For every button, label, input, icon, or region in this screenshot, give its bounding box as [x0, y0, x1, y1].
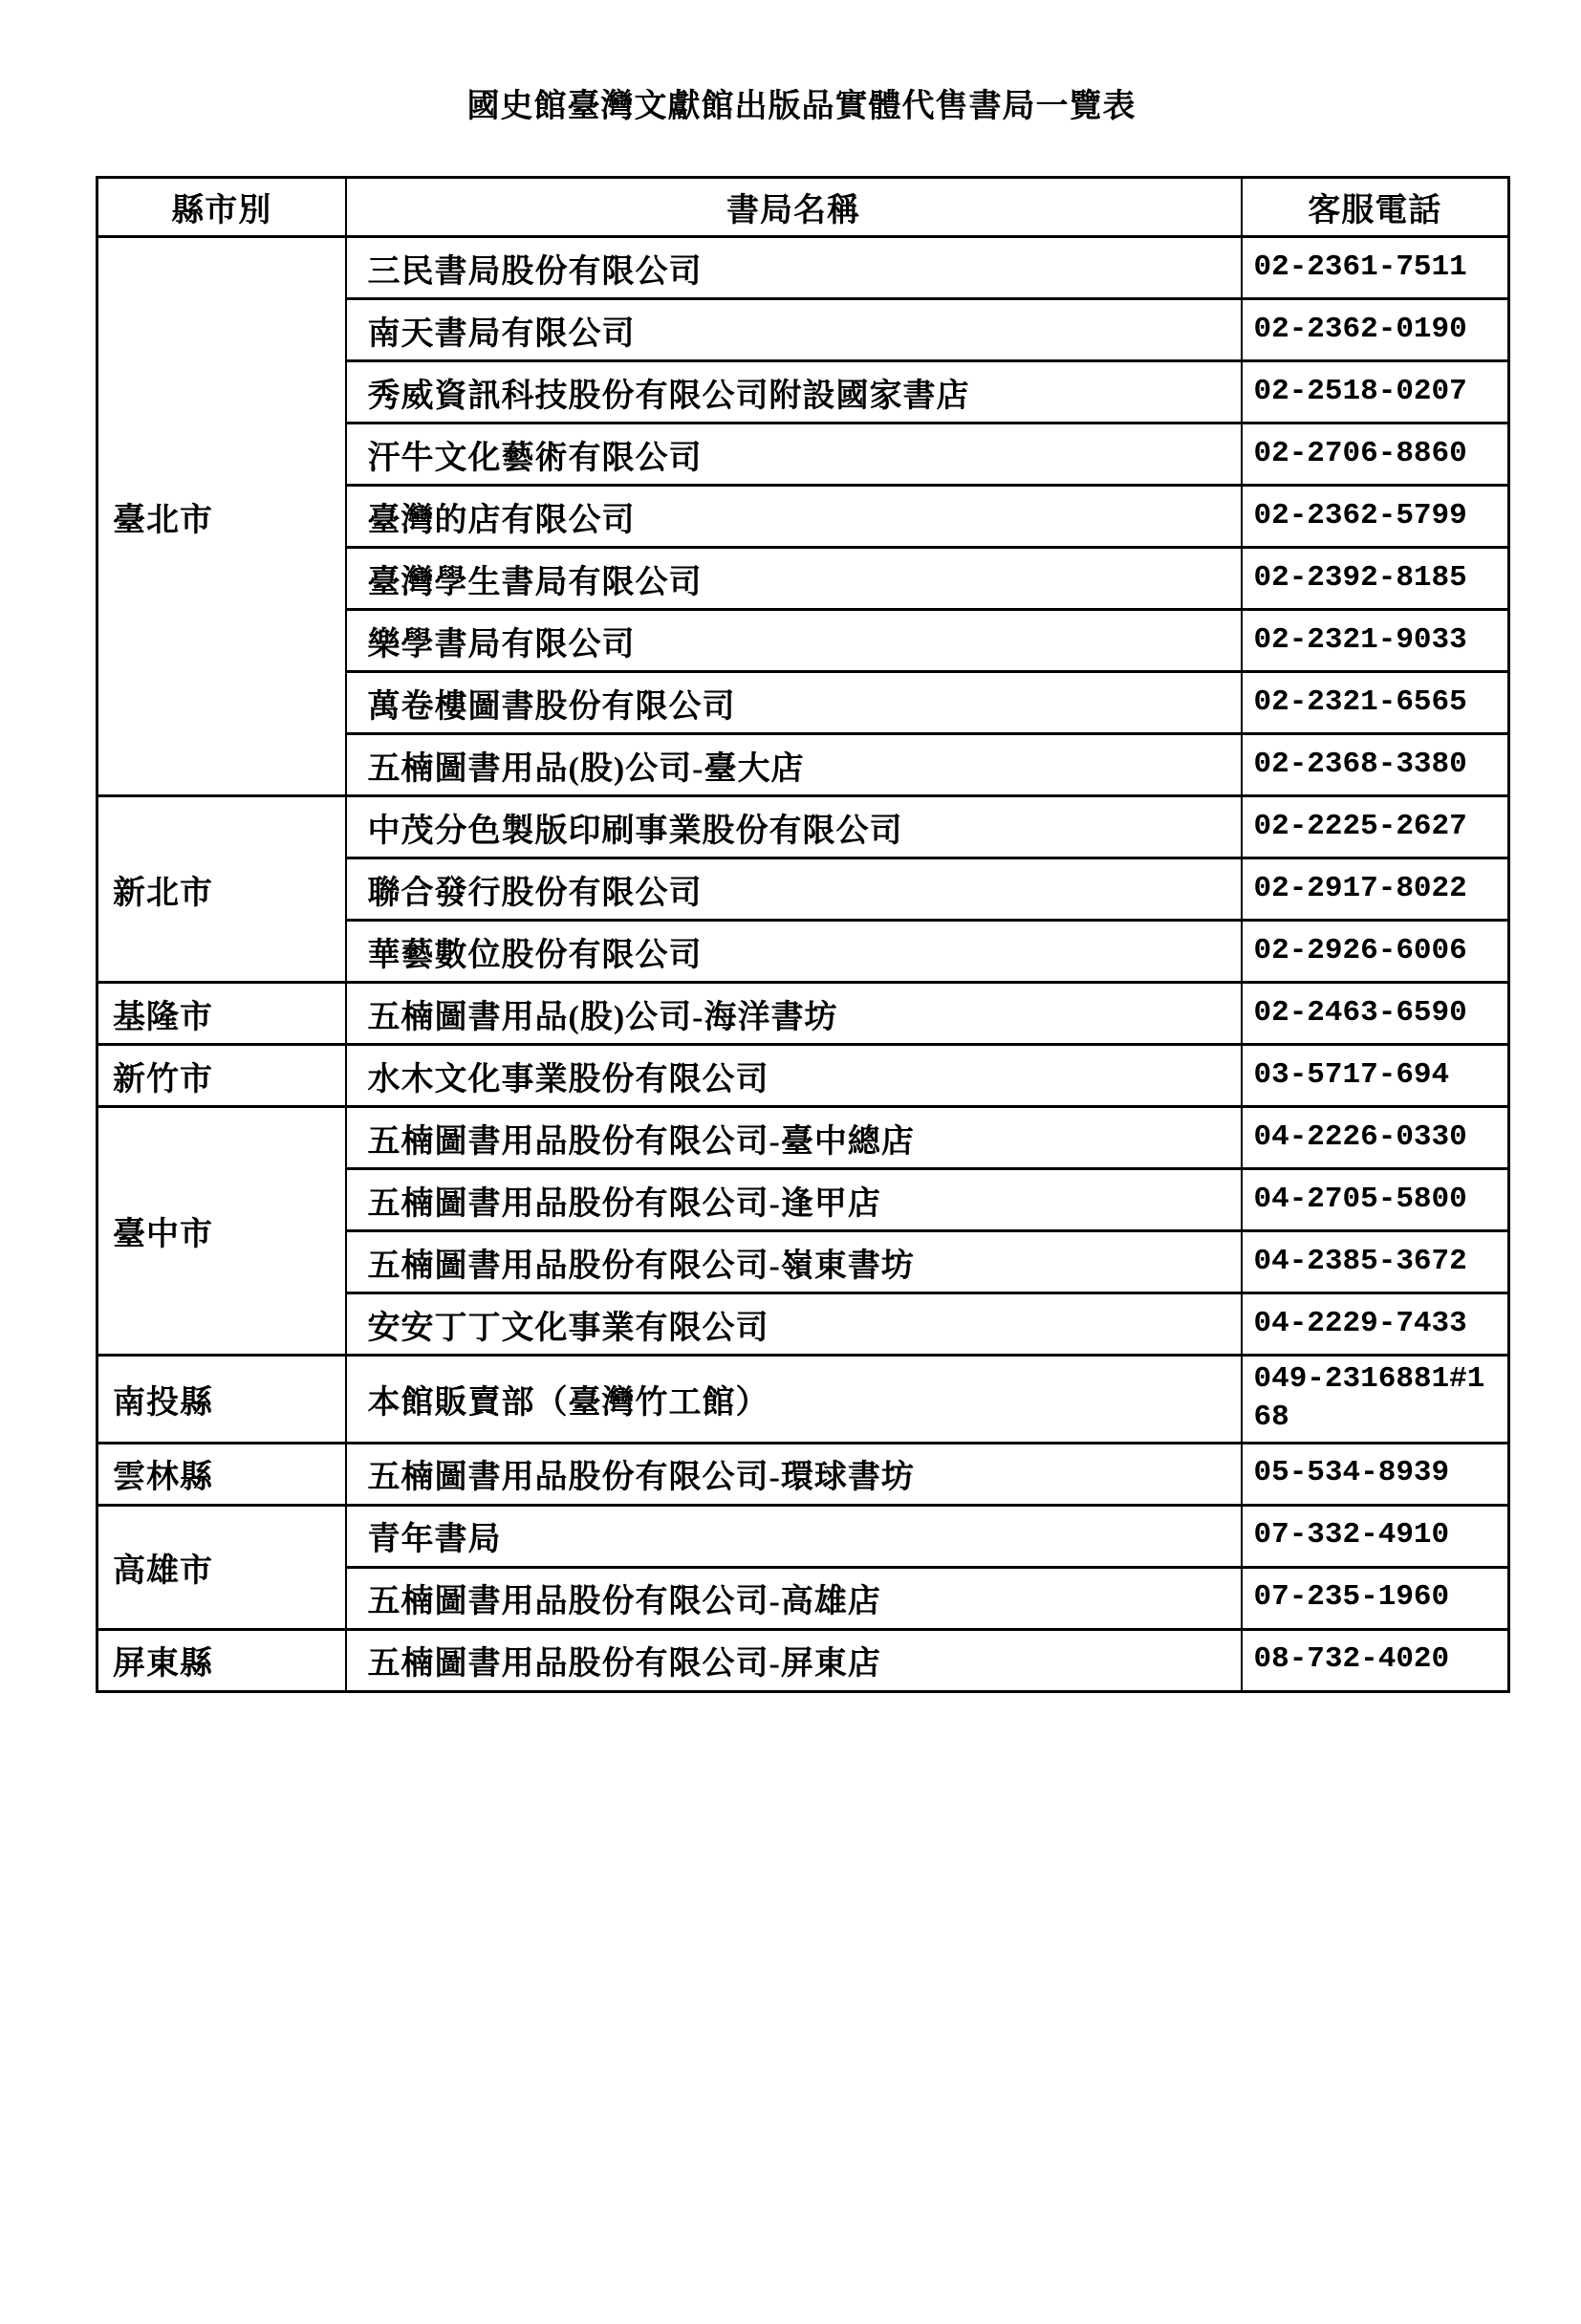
- phone-cell: 02-2225-2627: [1242, 796, 1509, 858]
- store-name-cell: 五楠圖書用品股份有限公司-屏東店: [346, 1629, 1242, 1691]
- phone-cell: 02-2463-6590: [1242, 983, 1509, 1045]
- column-header-phone: 客服電話: [1242, 178, 1509, 237]
- table-row: [97, 237, 1509, 299]
- store-name-cell: 南天書局有限公司: [346, 299, 1242, 361]
- store-name-cell: 樂學書局有限公司: [346, 610, 1242, 672]
- store-name-cell: 本館販賣部（臺灣竹工館）: [346, 1356, 1242, 1444]
- store-name-cell: 五楠圖書用品股份有限公司-逢甲店: [346, 1169, 1242, 1231]
- store-name-cell: 五楠圖書用品(股)公司-臺大店: [346, 734, 1242, 796]
- table-row: [97, 1505, 1509, 1567]
- header-row: [97, 178, 1509, 237]
- store-name-cell: 五楠圖書用品股份有限公司-嶺東書坊: [346, 1231, 1242, 1293]
- store-name-cell: 聯合發行股份有限公司: [346, 858, 1242, 921]
- table-row: [97, 1443, 1509, 1505]
- store-name-cell: 汗牛文化藝術有限公司: [346, 424, 1242, 486]
- region-cell: 新竹市: [97, 1045, 346, 1107]
- store-name-cell: 臺灣的店有限公司: [346, 486, 1242, 548]
- phone-cell: 02-2361-7511: [1242, 237, 1509, 299]
- table-body: [97, 237, 1509, 1692]
- phone-cell: 04-2385-3672: [1242, 1231, 1509, 1293]
- bookstore-table: [96, 176, 1510, 1693]
- store-name-cell: 水木文化事業股份有限公司: [346, 1045, 1242, 1107]
- table-row: [97, 1045, 1509, 1107]
- table-row: [97, 983, 1509, 1045]
- store-name-cell: 五楠圖書用品(股)公司-海洋書坊: [346, 983, 1242, 1045]
- phone-cell: 02-2926-6006: [1242, 921, 1509, 983]
- document-page: [0, 88, 1581, 1693]
- phone-cell: 02-2392-8185: [1242, 548, 1509, 610]
- phone-cell: 02-2917-8022: [1242, 858, 1509, 921]
- phone-cell: 05-534-8939: [1242, 1443, 1509, 1505]
- store-name-cell: 臺灣學生書局有限公司: [346, 548, 1242, 610]
- phone-cell: 02-2362-5799: [1242, 486, 1509, 548]
- phone-cell: 04-2705-5800: [1242, 1169, 1509, 1231]
- phone-cell: 07-332-4910: [1242, 1505, 1509, 1567]
- store-name-cell: 中茂分色製版印刷事業股份有限公司: [346, 796, 1242, 858]
- column-header-region: 縣市別: [97, 178, 346, 237]
- store-name-cell: 萬卷樓圖書股份有限公司: [346, 672, 1242, 734]
- region-cell: 南投縣: [97, 1356, 346, 1444]
- phone-cell: 02-2518-0207: [1242, 361, 1509, 424]
- region-cell: 新北市: [97, 796, 346, 983]
- store-name-cell: 華藝數位股份有限公司: [346, 921, 1242, 983]
- region-cell: 臺北市: [97, 237, 346, 796]
- phone-cell: 02-2321-9033: [1242, 610, 1509, 672]
- phone-cell: 07-235-1960: [1242, 1567, 1509, 1629]
- table-row: [97, 1356, 1509, 1444]
- phone-cell: 02-2362-0190: [1242, 299, 1509, 361]
- table-row: [97, 1629, 1509, 1691]
- store-name-cell: 五楠圖書用品股份有限公司-高雄店: [346, 1567, 1242, 1629]
- region-cell: 高雄市: [97, 1505, 346, 1629]
- region-cell: 基隆市: [97, 983, 346, 1045]
- store-name-cell: 三民書局股份有限公司: [346, 237, 1242, 299]
- region-cell: 屏東縣: [97, 1629, 346, 1691]
- phone-cell: 04-2226-0330: [1242, 1107, 1509, 1169]
- phone-cell: 08-732-4020: [1242, 1629, 1509, 1691]
- phone-cell: 02-2368-3380: [1242, 734, 1509, 796]
- table-row: [97, 1107, 1509, 1169]
- region-cell: 臺中市: [97, 1107, 346, 1356]
- column-header-store-name: 書局名稱: [346, 178, 1242, 237]
- store-name-cell: 秀威資訊科技股份有限公司附設國家書店: [346, 361, 1242, 424]
- phone-cell: 02-2706-8860: [1242, 424, 1509, 486]
- page-title: 國史館臺灣文獻館出版品實體代售書局一覽表: [466, 89, 1137, 124]
- region-cell: 雲林縣: [97, 1443, 346, 1505]
- phone-cell: 04-2229-7433: [1242, 1293, 1509, 1356]
- phone-cell: 049-2316881#168: [1242, 1356, 1509, 1444]
- store-name-cell: 青年書局: [346, 1505, 1242, 1567]
- store-name-cell: 五楠圖書用品股份有限公司-臺中總店: [346, 1107, 1242, 1169]
- phone-cell: 03-5717-694: [1242, 1045, 1509, 1107]
- table-row: [97, 796, 1509, 858]
- store-name-cell: 安安丁丁文化事業有限公司: [346, 1293, 1242, 1356]
- phone-cell: 02-2321-6565: [1242, 672, 1509, 734]
- store-name-cell: 五楠圖書用品股份有限公司-環球書坊: [346, 1443, 1242, 1505]
